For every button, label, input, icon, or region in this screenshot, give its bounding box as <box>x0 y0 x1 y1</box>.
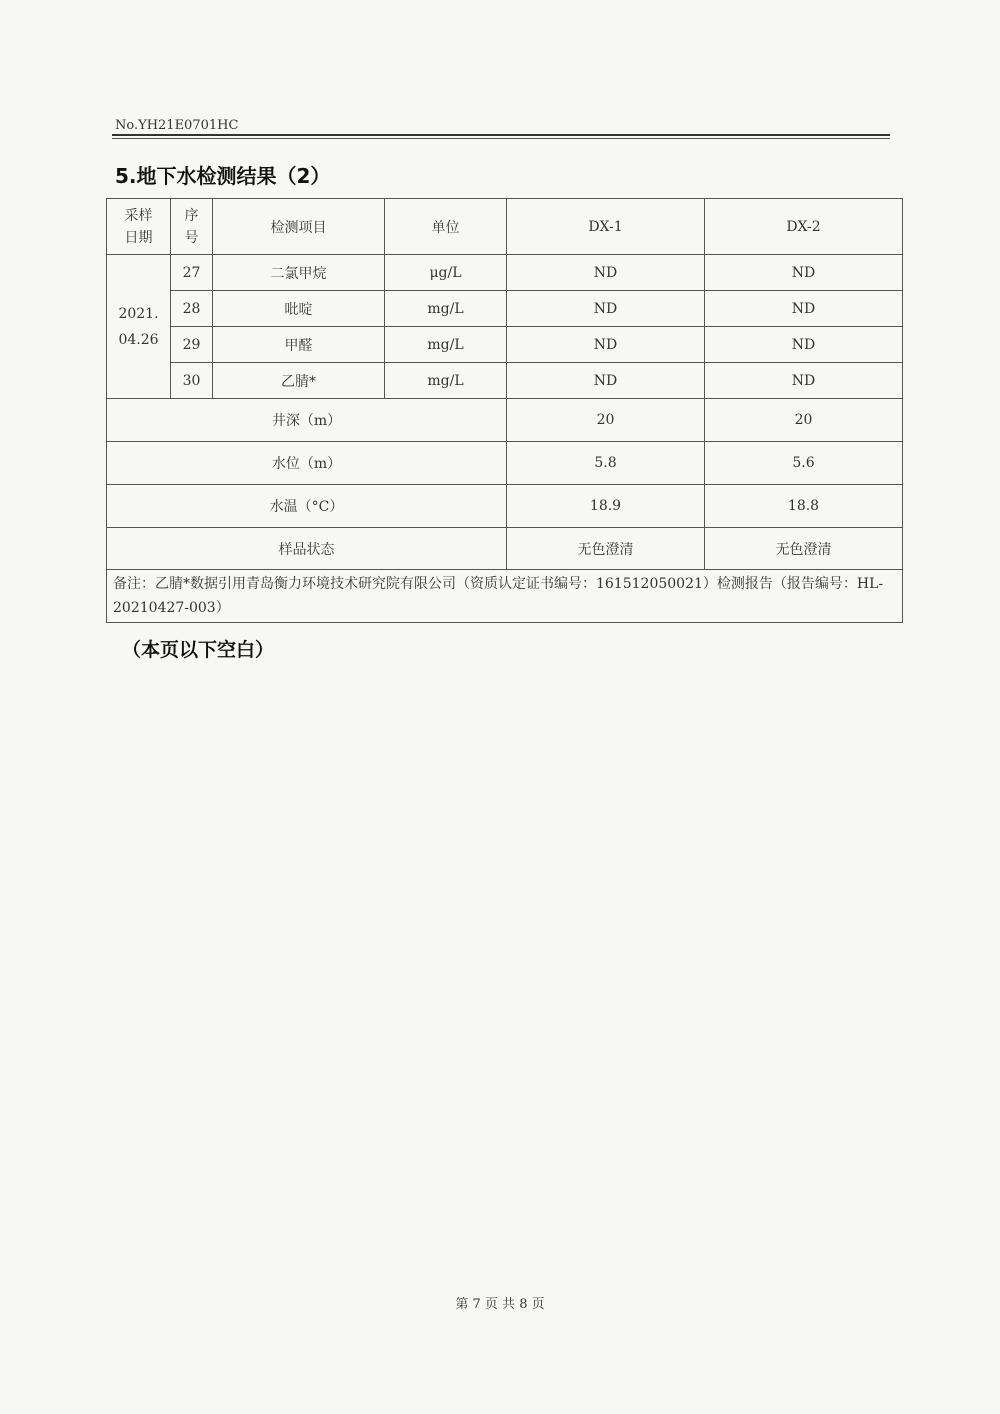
report-number: No.YH21E0701HC <box>115 118 239 133</box>
water-level-dx1: 5.8 <box>507 442 705 485</box>
well-depth-row <box>107 399 903 442</box>
row-unit: mg/L <box>385 291 507 327</box>
section-title: 5.地下水检测结果（2） <box>115 164 331 188</box>
row-dx2-value: ND <box>705 255 903 291</box>
row-dx1-value: ND <box>507 363 705 399</box>
row-dx1-value: ND <box>507 255 705 291</box>
header-rule-thick <box>112 134 890 136</box>
row-dx2-value: ND <box>705 291 903 327</box>
blank-page-note: （本页以下空白） <box>122 639 275 661</box>
row-item: 甲醛 <box>213 327 385 363</box>
header-seq-no: 序 号 <box>171 199 213 255</box>
header-sampling-date: 采样 日期 <box>107 199 171 255</box>
sample-status-row <box>107 528 903 570</box>
water-level-label: 水位（m） <box>107 442 507 485</box>
sample-status-dx1: 无色澄清 <box>507 528 705 570</box>
water-level-row <box>107 442 903 485</box>
row-dx1-value: ND <box>507 327 705 363</box>
well-depth-dx2: 20 <box>705 399 903 442</box>
row-seq: 27 <box>171 255 213 291</box>
row-unit: μg/L <box>385 255 507 291</box>
water-temp-dx2: 18.8 <box>705 485 903 528</box>
sample-status-dx2: 无色澄清 <box>705 528 903 570</box>
row-dx2-value: ND <box>705 363 903 399</box>
row-unit: mg/L <box>385 327 507 363</box>
well-depth-label: 井深（m） <box>107 399 507 442</box>
header-dx2: DX-2 <box>705 199 903 255</box>
sampling-date-cell: 2021. 04.26 <box>107 255 171 399</box>
row-dx2-value: ND <box>705 327 903 363</box>
water-temp-label: 水温（°C） <box>107 485 507 528</box>
header-unit: 单位 <box>385 199 507 255</box>
groundwater-results-table <box>106 198 903 623</box>
water-temp-row <box>107 485 903 528</box>
well-depth-dx1: 20 <box>507 399 705 442</box>
water-temp-dx1: 18.9 <box>507 485 705 528</box>
table-row <box>107 363 903 399</box>
table-row <box>107 291 903 327</box>
row-item: 二氯甲烷 <box>213 255 385 291</box>
table-note: 备注：乙腈*数据引用青岛衡力环境技术研究院有限公司（资质认定证书编号：161512050021）检测报告（报告编号：HL-20210427-003） <box>107 570 903 623</box>
row-unit: mg/L <box>385 363 507 399</box>
sample-status-label: 样品状态 <box>107 528 507 570</box>
row-seq: 29 <box>171 327 213 363</box>
note-row <box>107 570 903 623</box>
header-test-item: 检测项目 <box>213 199 385 255</box>
table-header-row <box>107 199 903 255</box>
table-row <box>107 327 903 363</box>
row-dx1-value: ND <box>507 291 705 327</box>
row-item: 乙腈* <box>213 363 385 399</box>
header-dx1: DX-1 <box>507 199 705 255</box>
row-seq: 28 <box>171 291 213 327</box>
row-item: 吡啶 <box>213 291 385 327</box>
header-rule-thin <box>112 138 890 139</box>
water-level-dx2: 5.6 <box>705 442 903 485</box>
row-seq: 30 <box>171 363 213 399</box>
page-number: 第 7 页 共 8 页 <box>455 1297 545 1312</box>
table-row <box>107 255 903 291</box>
